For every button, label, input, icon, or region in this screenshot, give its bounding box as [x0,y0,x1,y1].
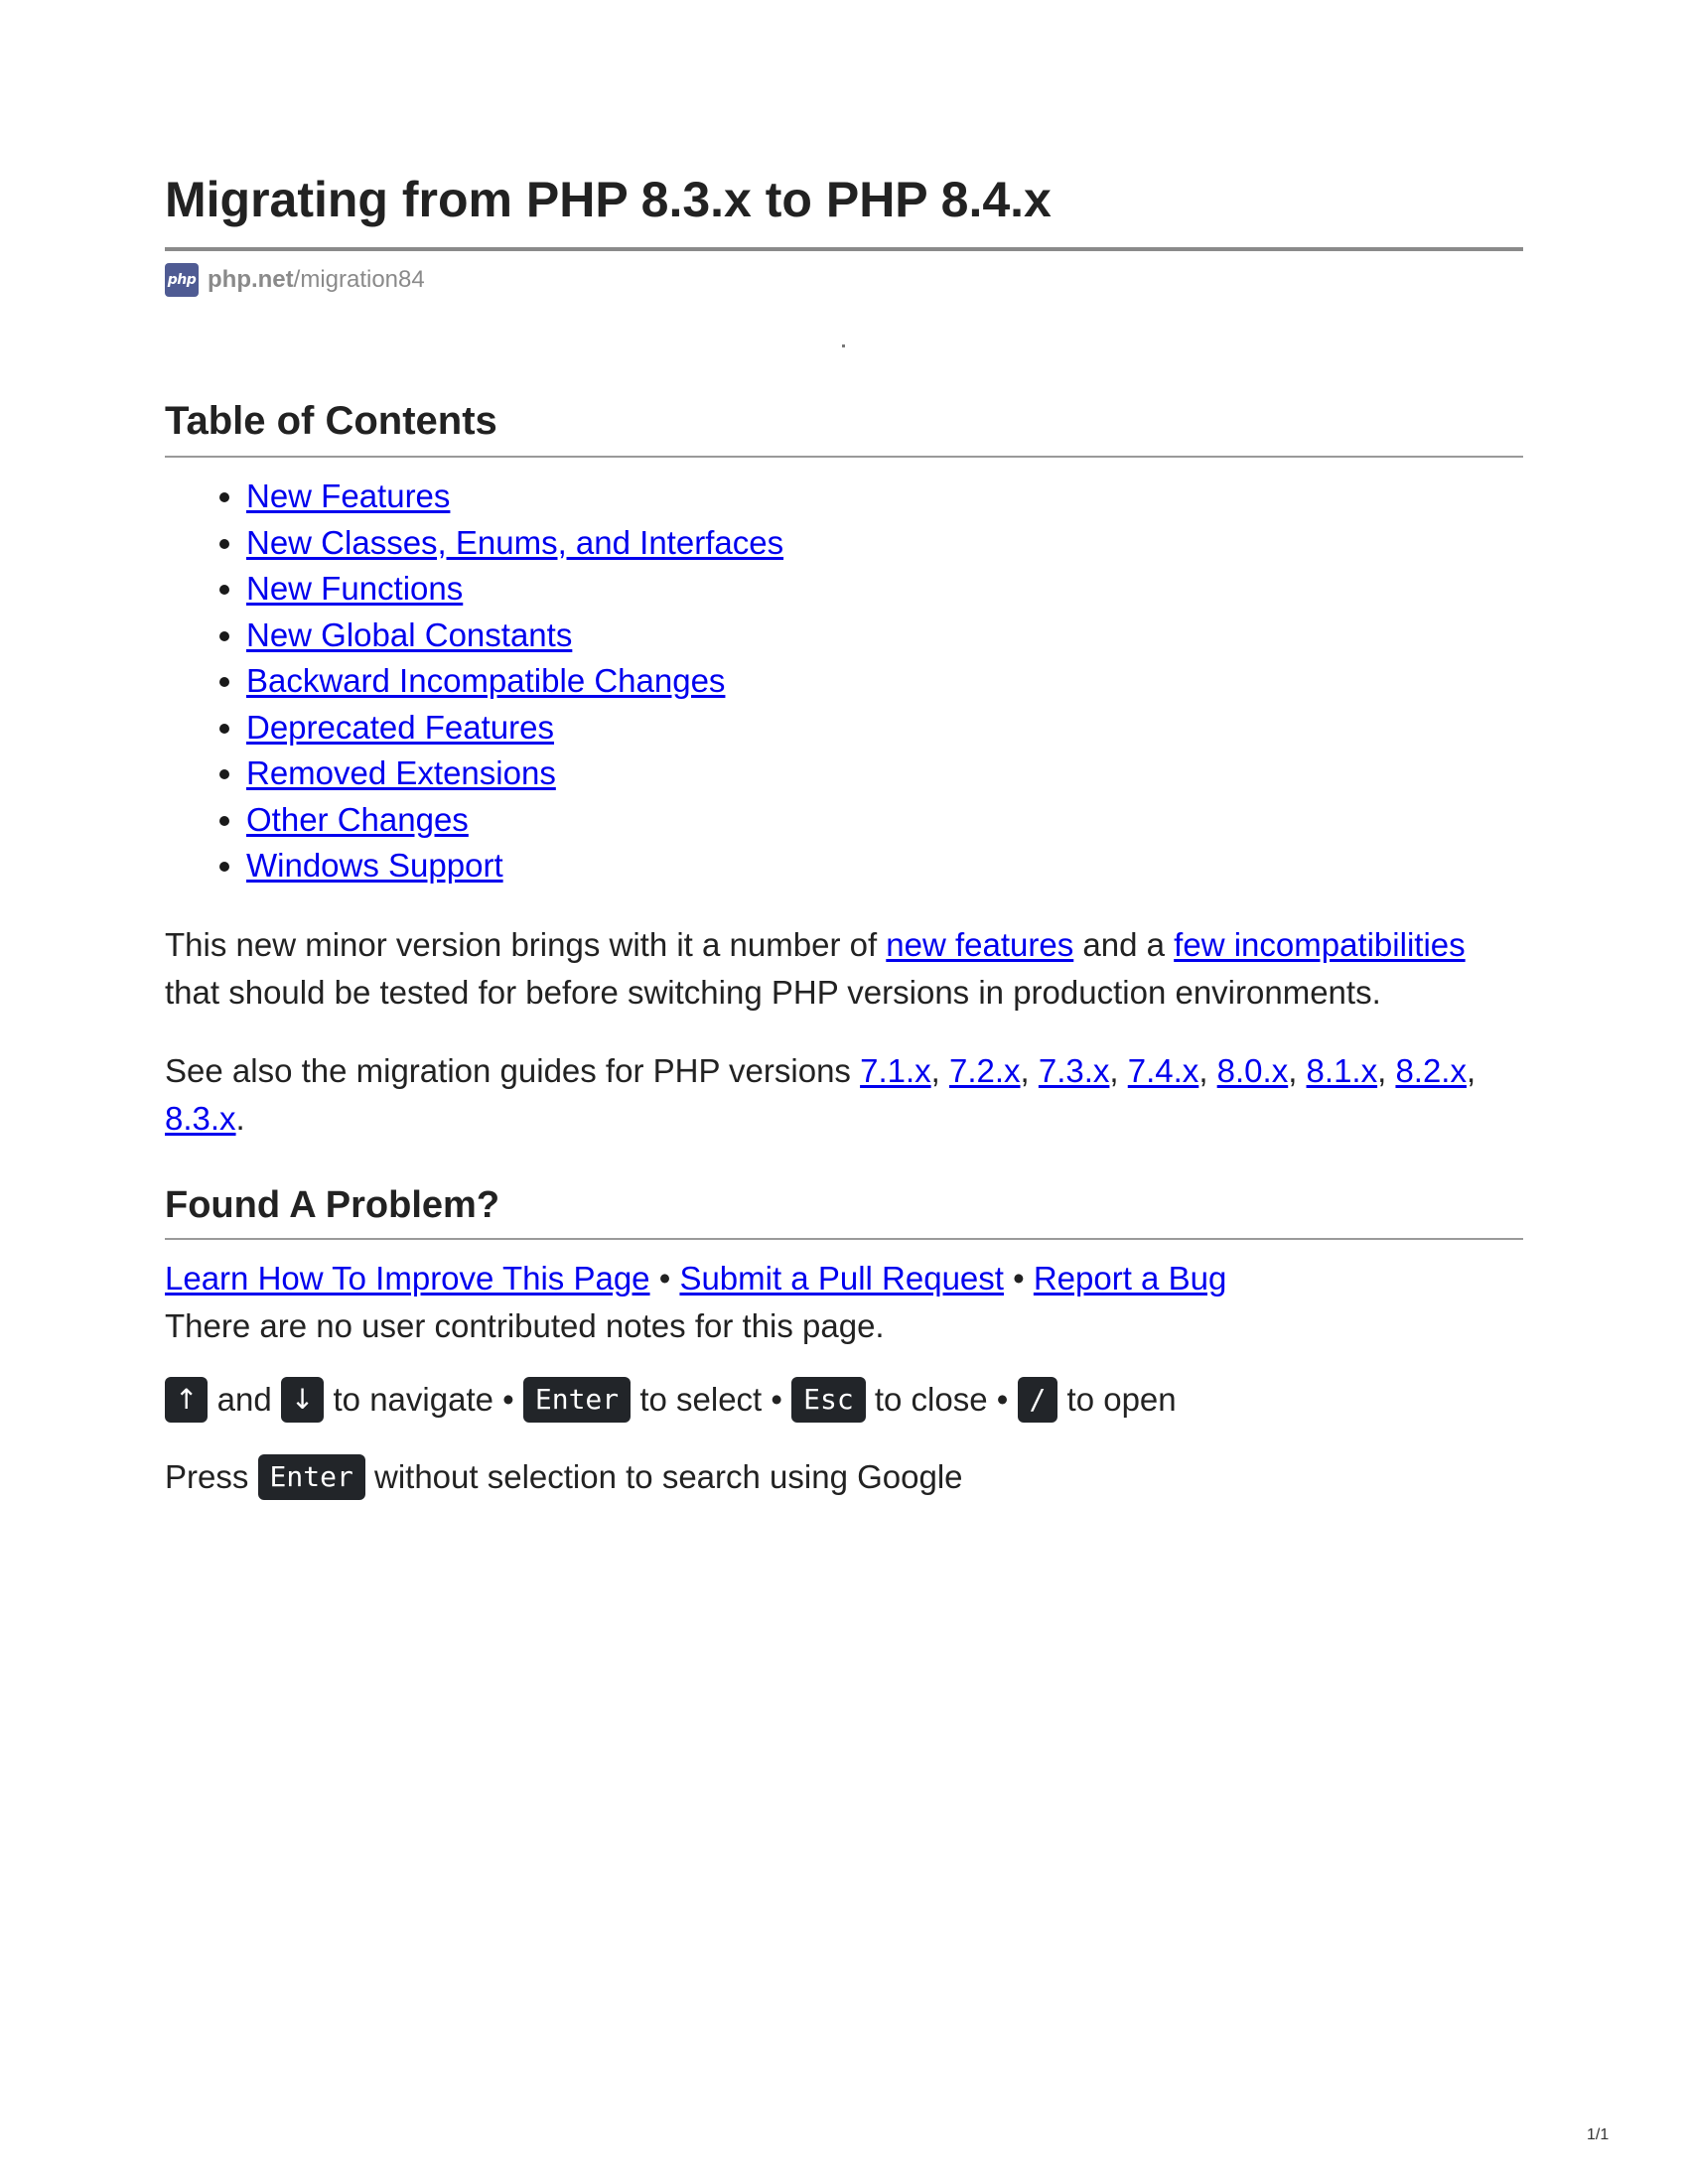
enter-key: Enter [523,1377,631,1423]
toc-list [165,474,783,889]
toc-item [246,843,783,889]
keyboard-shortcuts [165,1376,1523,1425]
source-line [165,263,425,297]
pull-request-link[interactable]: Submit a Pull Request [679,1260,1004,1297]
migration-link-8-0[interactable]: 8.0.x [1216,1052,1289,1089]
shortcut-text: to close • [865,1381,1018,1418]
shortcut-text: to navigate • [324,1381,523,1418]
report-bug-link[interactable]: Report a Bug [1033,1260,1227,1297]
bullet-separator: • [1003,1260,1034,1297]
no-notes-text: There are no user contributed notes for this page. [165,1307,885,1344]
migration-link-7-3[interactable]: 7.3.x [1038,1052,1110,1089]
toc-link-deprecated[interactable]: Deprecated Features [246,708,555,746]
toc-item [246,566,783,613]
page-number: 1/1 [1587,2126,1610,2143]
problem-heading: Found A Problem? [165,1184,500,1226]
toc-item [246,658,783,705]
bullet-separator: • [649,1260,680,1297]
migration-link-7-4[interactable]: 7.4.x [1127,1052,1199,1089]
migration-link-8-1[interactable]: 8.1.x [1306,1052,1378,1089]
arrow-down-key: ↓ [281,1377,324,1423]
enter-key: Enter [258,1454,365,1500]
search-hint [165,1453,1523,1502]
separator: , [1466,1052,1477,1089]
intro-text: and a [1073,926,1175,963]
intro-text: This new minor version brings with it a number of [165,926,887,963]
toc-item [246,751,783,797]
migration-link-8-2[interactable]: 8.2.x [1395,1052,1467,1089]
toc-link-new-functions[interactable]: New Functions [246,570,464,607]
esc-key: Esc [791,1377,866,1423]
toc-item [246,613,783,659]
migration-link-7-2[interactable]: 7.2.x [948,1052,1021,1089]
separator: , [1109,1052,1128,1089]
toc-heading: Table of Contents [165,399,497,443]
toc-link-new-classes[interactable]: New Classes, Enums, and Interfaces [246,523,784,561]
toc-item [246,705,783,751]
toc-item [246,797,783,844]
shortcut-text: to open [1057,1381,1177,1418]
separator: , [1020,1052,1039,1089]
toc-link-new-features[interactable]: New Features [246,478,451,514]
separator: , [1288,1052,1307,1089]
toc-link-backward-incompatible[interactable]: Backward Incompatible Changes [246,662,726,699]
php-logo-icon: php [165,263,199,297]
separator: , [1377,1052,1396,1089]
toc-link-windows-support[interactable]: Windows Support [246,847,503,884]
title-divider [165,247,1523,251]
migration-link-7-1[interactable]: 7.1.x [860,1052,931,1089]
toc-divider [165,456,1523,458]
see-also-paragraph [165,1047,1523,1143]
shortcut-text: and [208,1381,281,1418]
source-path: /migration84 [293,266,425,293]
new-features-link[interactable]: new features [886,926,1074,963]
shortcut-text: to select • [631,1381,792,1418]
slash-key: / [1018,1377,1058,1423]
improve-page-link[interactable]: Learn How To Improve This Page [165,1260,650,1297]
intro-text: that should be tested for before switching PHP versions in production environments. [165,974,1381,1011]
toc-item [246,520,783,567]
toc-link-new-global-constants[interactable]: New Global Constants [246,615,573,653]
toc-link-removed-extensions[interactable]: Removed Extensions [246,754,556,791]
see-also-text: See also the migration guides for PHP versions [165,1052,861,1089]
separator: , [1198,1052,1217,1089]
incompatibilities-link[interactable]: few incompatibilities [1174,926,1466,963]
source-domain: php.net [208,266,294,293]
separator: , [930,1052,949,1089]
page-title: Migrating from PHP 8.3.x to PHP 8.4.x [165,172,1052,227]
migration-link-8-3[interactable]: 8.3.x [165,1100,236,1137]
press-text: without selection to search using Google [364,1458,963,1495]
toc-item [246,474,783,520]
problem-divider [165,1238,1523,1240]
decorative-dot [842,344,845,347]
arrow-up-key: ↑ [165,1377,208,1423]
problem-links [165,1255,1523,1302]
intro-paragraph [165,921,1523,1017]
period: . [235,1100,245,1137]
press-text: Press [165,1458,258,1495]
toc-link-other-changes[interactable]: Other Changes [246,800,469,838]
